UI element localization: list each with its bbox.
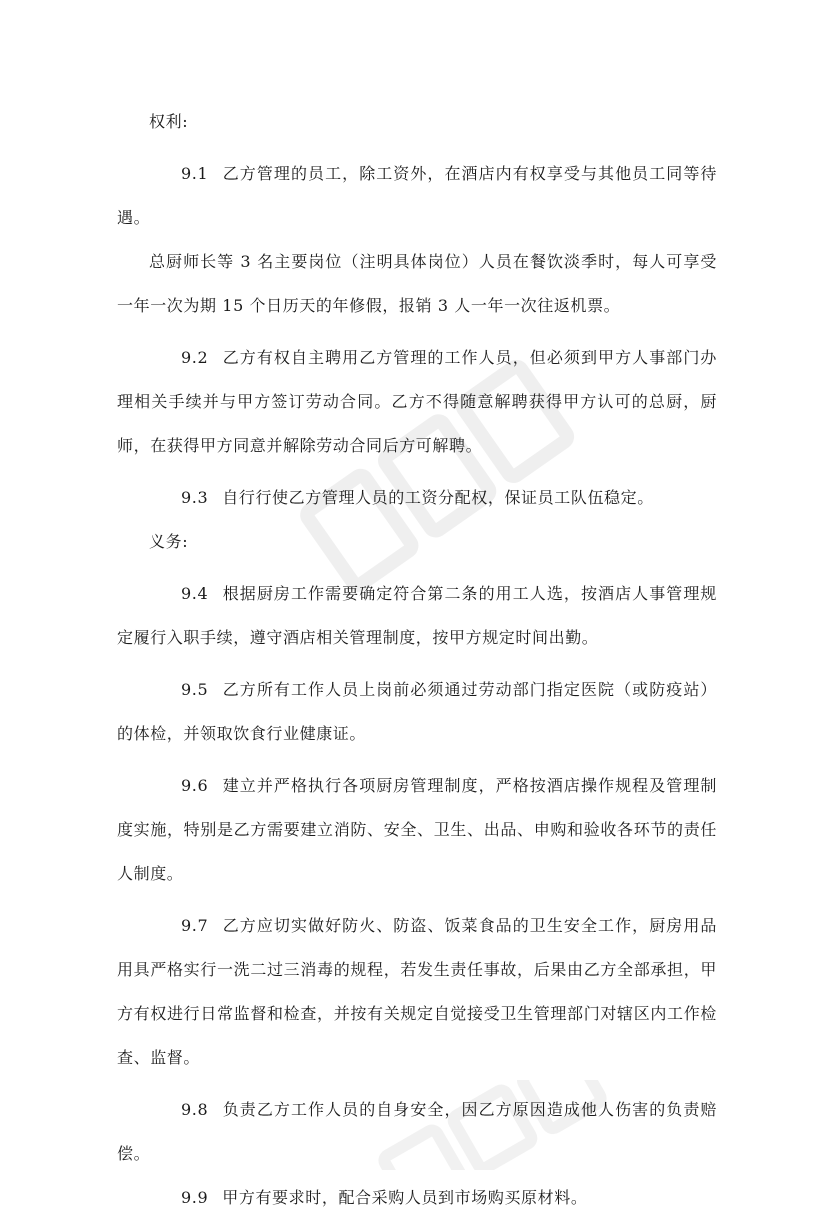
paragraph-text: 总厨师长等 3 名主要岗位（注明具体岗位）人员在餐饮淡季时，每人可享受一年一次为期 15 个日历天的年修假，报销 3 人一年一次往返机票。: [117, 252, 717, 315]
paragraph-9-8: [117, 1088, 717, 1176]
clause-number: 9.3: [181, 488, 209, 507]
paragraph-head-chef-leave: [117, 240, 717, 328]
paragraph-9-5: [117, 668, 717, 756]
paragraph-text: 权利:: [149, 112, 189, 131]
paragraph-9-1: [117, 152, 717, 240]
clause-number: 9.9: [181, 1188, 209, 1207]
paragraph-text: 甲方有要求时，配合采购人员到市场购买原材料。: [222, 1188, 588, 1207]
paragraph-text: 负责乙方工作人员的自身安全，因乙方原因造成他人伤害的负责赔偿。: [117, 1100, 717, 1163]
clause-number: 9.1: [181, 164, 209, 183]
paragraph-text: 根据厨房工作需要确定符合第二条的用工人选，按酒店人事管理规定履行入职手续，遵守酒店相关管理制度，按甲方规定时间出勤。: [117, 584, 717, 647]
paragraph-duties-heading: [117, 520, 717, 564]
clause-number: 9.6: [181, 776, 209, 795]
paragraph-9-6: [117, 764, 717, 896]
clause-number: 9.5: [181, 680, 209, 699]
clause-number: 9.2: [181, 348, 209, 367]
paragraph-9-3: [117, 476, 717, 520]
clause-number: 9.8: [181, 1100, 209, 1119]
paragraph-9-7: [117, 904, 717, 1080]
paragraph-text: 乙方有权自主聘用乙方管理的工作人员，但必须到甲方人事部门办理相关手续并与甲方签订劳动合同。乙方不得随意解聘获得甲方认可的总厨，厨师，在获得甲方同意并解除劳动合同后方可解聘。: [117, 348, 717, 455]
paragraph-text: 建立并严格执行各项厨房管理制度，严格按酒店操作规程及管理制度实施，特别是乙方需要建立消防、安全、卫生、出品、申购和验收各环节的责任人制度。: [117, 776, 717, 883]
paragraph-9-4: [117, 572, 717, 660]
clause-number: 9.7: [181, 916, 209, 935]
paragraph-text: 乙方所有工作人员上岗前必须通过劳动部门指定医院（或防疫站）的体检，并领取饮食行业健康证。: [117, 680, 717, 743]
paragraph-9-2: [117, 336, 717, 468]
paragraph-text: 乙方应切实做好防火、防盗、饭菜食品的卫生安全工作，厨房用品用具严格实行一洗二过三消毒的规程，若发生责任事故，后果由乙方全部承担，甲方有权进行日常监督和检查，并按有关规定自觉接受卫生管理部门对辖区内工作检查、监督。: [117, 916, 717, 1067]
paragraph-text: 乙方管理的员工，除工资外，在酒店内有权享受与其他员工同等待遇。: [117, 164, 717, 227]
document-body: [117, 100, 717, 1220]
paragraph-rights-heading: [117, 100, 717, 144]
paragraph-text: 义务:: [149, 532, 189, 551]
clause-number: 9.4: [181, 584, 209, 603]
paragraph-text: 自行行使乙方管理人员的工资分配权，保证员工队伍稳定。: [222, 488, 654, 507]
paragraph-9-9: [117, 1176, 717, 1220]
